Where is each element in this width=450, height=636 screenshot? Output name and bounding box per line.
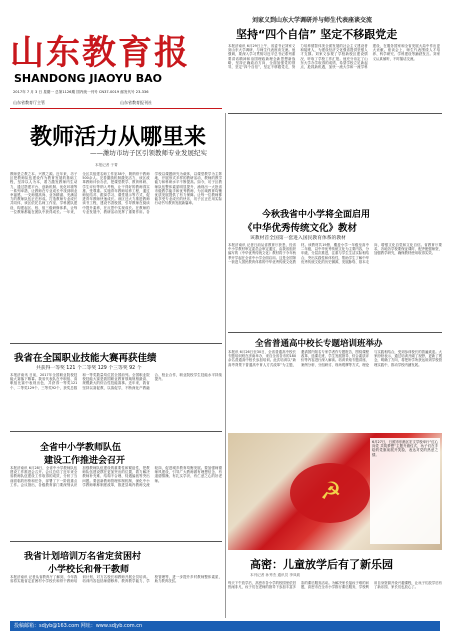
gaokao-body: 每天下午放学后，高密市各小学的校园里依旧热闹非凡，孩子们在老师的指导下参加丰富多彩的课后服务活动。为解决家长接孩子难的问题，高密市在全市小学推行课后服务，学校利用自身资源开设兴趣课程，让孩子们放学后有了新乐园，家长们也放心了。 [228, 581, 442, 590]
masthead-sponsor: 山东省教育厅主管 [13, 100, 45, 105]
masthead-date-line: 2017年 7 月 3 日 星期一 总第1126期 国内统一刊号 CN37-0019 邮发代号 23-336 [13, 90, 149, 94]
feature-body: 教师是立教之本、兴教之源。近年来，坊子区把教师队伍建设作为教育发展的基础工程，坚持以人为本，着力激发教师内生动力，通过搭建平台、创新机制、优化环境等一系列举措，让教师在专业成长中找到职业幸福感，一支师德高尚、业务精湛、充满活力的教师队伍正在形成。打造教师专业成长共同体，该区依托名师工作室、学科团队建设，构建起区、校、组三级研修体系，让每一位教师都能在团队中获得成长。一年来，全区共组建名师工作室38个，吸纳骨干教师500余人。完善激励机制激发活力，该区改革教师评价办法，把课堂教学、教育科研、学生评价等纳入考核，让干得好的教师得实惠、受尊重。实施青年教师培养工程，通过师徒结对、跟岗学习、课堂展示等方式，促进青年教师快速成长。该区还大力推进教师读书工程，建设书香校园，引导教师在阅读中提升素养，在反思中实现成长。在教师的专业发展中，教研活动发挥了重要作用。各学校以课题研究为载体，以课堂教学为主阵地，开展形式多样的教研活动，教师的教学能力和科研水平不断提高。如今，坊子区教师队伍整体素质明显提升，涌现出一大批省市级教学能手和优秀教师，为区域教育均衡优质发展提供了有力保障。让每一位教师都能享受专业成长的快乐，坊子区正在用实际行动书写教育发展新篇章。 [10, 172, 222, 214]
feature-headline: 教师活力从哪里来 [30, 125, 207, 150]
textbook-subhead: 该教材首全国第一套进入国民教育体系的教材 [250, 236, 346, 241]
feature-subhead: ——潍坊市坊子区引领教师专业发展纪实 [90, 149, 207, 157]
masthead-pinyin: SHANDONG JIAOYU BAO [14, 72, 163, 85]
gaokao-byline: 本刊记者 孙秀杰 通讯员 李凤莉 [250, 573, 301, 577]
vocational-subhead: 共获得一等奖 121 个二等奖 129 个三等奖 92 个 [36, 366, 142, 371]
vocational-body: 本报济南讯 日前，2017年全国职业院校技能大赛落下帷幕。我省代表队在中职组、高职组比赛中表现出色，共获得一等奖121个、二等奖129个、三等奖92个，获奖总数和一等奖数量均位居全国前列。全国职业院校技能大赛是我国职业教育领域规格最高、规模最大的综合性技能赛事。近年来，我省坚持以赛促教、以赛促学，不断深化产教融合、校企合作，职业院校学生技能水平持续提升。 [10, 373, 222, 390]
plan-headline2: 小学校长和骨干教师 [48, 565, 130, 575]
masthead-title: 山东教育报 [10, 33, 190, 73]
principal-body: 本报讯 6月26日至30日，全省普通高中校长专题培训班在济南举办，来自全省各市的180余名普通高中校长参加培训。此次培训以“新高考背景下普通高中育人方式改革”为主题，邀请国内知名专家学者作专题报告，围绕课程改革、选课走班、学生发展指导、综合素质评价等内容进行深入解读。培训采取专题讲座、案例分析、分组研讨、现场观摩等方式，理论与实践相结合，受到参训校长的普遍欢迎。大家纷纷表示，通过培训开阔了视野，更新了观念，明确了方向，将把所学所获运用到学校管理实践中，推动学校内涵发展。 [228, 350, 442, 367]
teachers-headline: 全省中小学教师队伍 [40, 443, 122, 453]
lead-top-body: 本报济南讯 6月29日上午，省委书记刘家义到山东大学调研，与师生代表座谈交流。他强调，要深入学习贯彻习近平总书记系列重要讲话精神和治国理政新理念新思想新战略，坚持正确政治方向，全面加强党的领导，坚定“四个自信”，坚定不移跟党走，努力培养德智体美全面发展的社会主义建设者和接班人，为建设经济文化强省提供坚强人才支撑。刘家义参观了学校新校区建设情况，听取了学校工作汇报。他充分肯定了山东大学办学取得的成绩，希望学校立足新起点，抢抓新机遇，加快一流大学和一流学科建设，在服务国家和全省发展大局中作出更大贡献。座谈会上，师生代表围绕人才培养、科学研究、学科建设等踊跃发言。刘家义认真倾听，不时插话交流。 [228, 44, 440, 70]
textbook-body: 本报济南讯 记者日前从省教育厅获悉，经省中小学教材审定委员会审定通过，由我省组织编写的《中华优秀传统文化》教材将于今年秋季开学起在全省中小学全面启用。这是全国第一套进入国民教育体系的中华优秀传统文化教材。该教材共19册，覆盖小学一年级至高中二年级，以中华优秀传统文化为主要内容，分年级、分层次推进，注重与学生生活实际相结合，突出实践性和体验性，帮助学生了解中华优秀传统文化的历史渊源、发展脉络、基本走向，增强文化自觉和文化自信。省教育厅要求，各地各学校要保证课时，配齐配强师资，加强教学研究，确保教材使用取得实效。 [228, 243, 442, 264]
masthead-publisher: 山东省教育报刊社 [120, 100, 152, 105]
photo-hammer-sickle-icon: ☭ [320, 477, 342, 505]
teachers-body: 本报济南讯 6月28日，全省中小学教师队伍建设工作推进会召开。会议总结了近年来全省教师队伍建设工作取得的成效，分析了当前面临的形势和任务，部署了下一阶段重点工作。会议指出，各级教育部门要深刻认识加强教师队伍建设的重要性和紧迫性，把教师队伍建设摆在更加突出的位置，着力解决教师补充难、结构不合理、待遇偏低等突出问题。要创新教师管理体制机制，深化中小学教师职称制度改革，推进县域内教师交流轮岗，促进城乡教育均衡发展。要加强师德师风建设，引导广大教师做有理想信念、有道德情操、有扎实学识、有仁爱之心的好老师。 [10, 466, 222, 487]
footer-text: 投稿邮箱：sdjyb@163.com 网址：www.sdjyb.com.cn [14, 623, 143, 629]
photo-caption: 6月27日，日照市东港区宏文学校举行“红心向党 共筑梦想”主题升旗仪式，孩子们在手绘的党旗前展开笑脸，表达对党的热爱之情。 [372, 440, 438, 457]
lead-top-kicker: 刘家义到山东大学调研并与师生代表座谈交流 [252, 17, 373, 24]
principal-headline: 全省普通高中校长专题培训班举办 [255, 339, 383, 349]
gaokao-headline: 高密：儿童放学后有了新乐园 [250, 558, 393, 571]
teachers-headline2: 建设工作推进会召开 [44, 456, 126, 466]
lead-top-headline: 坚持“四个自信” 坚定不移跟党走 [236, 28, 398, 41]
plan-body: 本报济南讯 记者从省教育厅了解到，今年我省将实施省定贫困村小学校长和骨干教师培训计划，对万名校长和教师开展全员培训。培训内容包括师德修养、教育教学能力、学校管理等，进一步提升乡村教师整体素质，助力教育扶贫。 [10, 575, 222, 584]
feature-byline: 本报记者 于菁 [95, 163, 118, 167]
textbook-headline: 今秋我省中小学将全面启用 [262, 210, 371, 220]
vocational-headline: 我省在全国职业技能大赛再获佳绩 [14, 353, 157, 364]
plan-headline: 我省计划培训万名省定贫困村 [24, 552, 142, 562]
textbook-headline2: 《中华优秀传统文化》教材 [243, 223, 358, 234]
